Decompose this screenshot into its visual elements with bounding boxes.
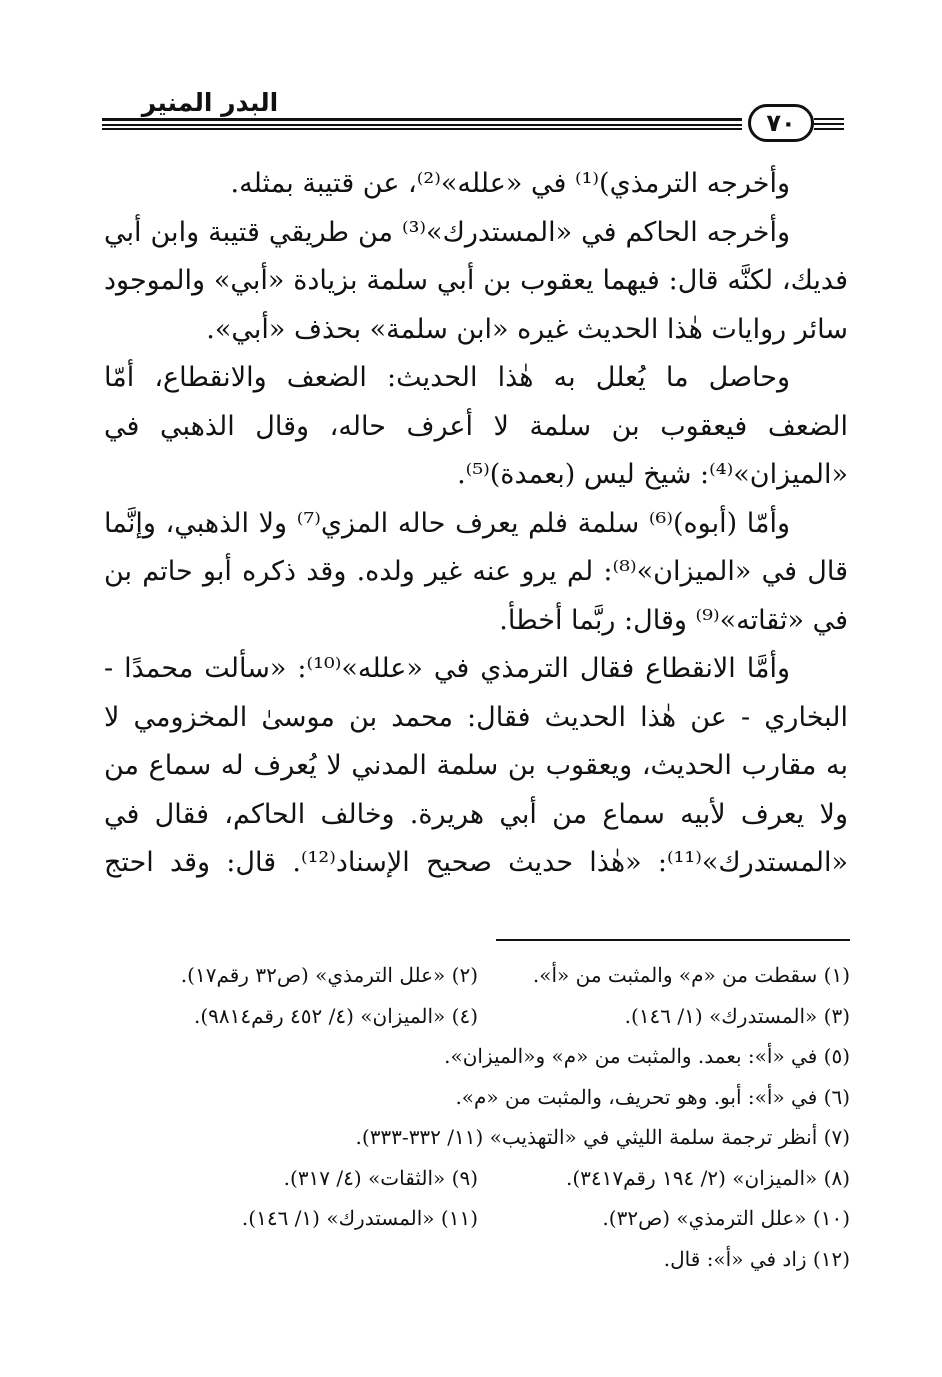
text-line: وأخرجه الحاكم في «المستدرك»⁽³⁾ من طريقي قتيبة وابن أبي xyxy=(104,216,790,248)
text-line: البخاري - عن هٰذا الحديث فقال: محمد بن موسىٰ المخزومي لا xyxy=(104,701,848,733)
footnote: (١) سقطت من «م» والمثبت من «أ». xyxy=(532,963,850,987)
header-rule-top xyxy=(102,118,742,121)
text-line: ولا يعرف لأبيه سماع من أبي هريرة. وخالف الحاكم، فقال في xyxy=(104,798,848,830)
text-line: «الميزان»⁽⁴⁾: شيخ ليس (بعمدة)⁽⁵⁾. xyxy=(457,459,848,490)
footnote: (٣) «المستدرك» (١/ ١٤٦). xyxy=(624,1003,850,1028)
footnotes xyxy=(104,955,850,1279)
running-header-title: البدر المنير xyxy=(141,88,279,117)
footnote-row xyxy=(104,1158,850,1199)
footnote: (٩) «الثقات» (٤/ ٣١٧). xyxy=(283,1165,478,1190)
text-line: وأمّا (أبوه)⁽⁶⁾ سلمة فلم يعرف حاله المزي⁽⁷⁾ ولا الذهبي، وإنَّما xyxy=(104,507,790,539)
text-line: في «ثقاته»⁽⁹⁾ وقال: ربَّما أخطأ. xyxy=(499,604,848,636)
text-line: وأمَّا الانقطاع فقال الترمذي في «علله»⁽¹⁰⁾: «سألت محمدًا - xyxy=(104,653,790,684)
footnote-separator xyxy=(496,939,850,941)
footnote-row xyxy=(104,955,850,996)
footnote-row xyxy=(104,1077,850,1118)
header-rule-middle xyxy=(102,124,742,126)
footnote: (٤) «الميزان» (٤/ ٤٥٢ رقم٩٨١٤). xyxy=(193,1003,478,1028)
page-number: ٧٠ xyxy=(748,104,814,142)
footnote-row xyxy=(104,1198,850,1239)
header-rule-bottom xyxy=(102,128,742,130)
text-line: «المستدرك»⁽¹¹⁾: «هٰذا حديث صحيح الإسناد⁽¹²⁾. قال: وقد احتج xyxy=(104,847,848,878)
text-line: به مقارب الحديث، ويعقوب بن سلمة المدني لا يُعرف له سماع من xyxy=(104,750,848,781)
footnote: (٨) «الميزان» (٢/ ١٩٤ رقم٣٤١٧). xyxy=(565,1165,850,1190)
footnote: (٥) في «أ»: بعمد. والمثبت من «م» و«الميزان». xyxy=(444,1044,850,1068)
main-text xyxy=(104,160,848,888)
text-line: فديك، لكنَّه قال: فيهما يعقوب بن أبي سلمة بزيادة «أبي» والموجود xyxy=(104,265,848,296)
footnote-row xyxy=(104,996,850,1037)
text-line: وأخرجه الترمذي)⁽¹⁾ في «علله»⁽²⁾، عن قتيبة بمثله. xyxy=(230,168,790,199)
footnote: (١١) «المستدرك» (١/ ١٤٦). xyxy=(241,1206,478,1230)
footnote-row xyxy=(104,1117,850,1158)
text-line: سائر روايات هٰذا الحديث غيره «ابن سلمة» بحذف «أبي». xyxy=(206,313,848,345)
text-line: وحاصل ما يُعلل به هٰذا الحديث: الضعف والانقطاع، أمّا xyxy=(104,362,790,393)
footnote: (١٠) «علل الترمذي» (ص٣٢). xyxy=(602,1206,850,1230)
text-line: الضعف فيعقوب بن سلمة لا أعرف حاله، وقال الذهبي في xyxy=(104,410,848,442)
footnote: (١٢) زاد في «أ»: قال. xyxy=(663,1246,850,1271)
page-number-tab-lines xyxy=(814,117,844,131)
footnote: (٧) أنظر ترجمة سلمة الليثي في «التهذيب» (١١/ ٣٣٢-٣٣٣). xyxy=(355,1125,850,1149)
footnote-row xyxy=(104,1036,850,1077)
text-line: قال في «الميزان»⁽⁸⁾: لم يرو عنه غير ولده. وقد ذكره أبو حاتم بن xyxy=(104,556,848,587)
footnote-row xyxy=(104,1239,850,1280)
footnote: (٦) في «أ»: أبو. وهو تحريف، والمثبت من «م». xyxy=(455,1084,850,1109)
footnote: (٢) «علل الترمذي» (ص٣٢ رقم١٧). xyxy=(180,963,478,987)
